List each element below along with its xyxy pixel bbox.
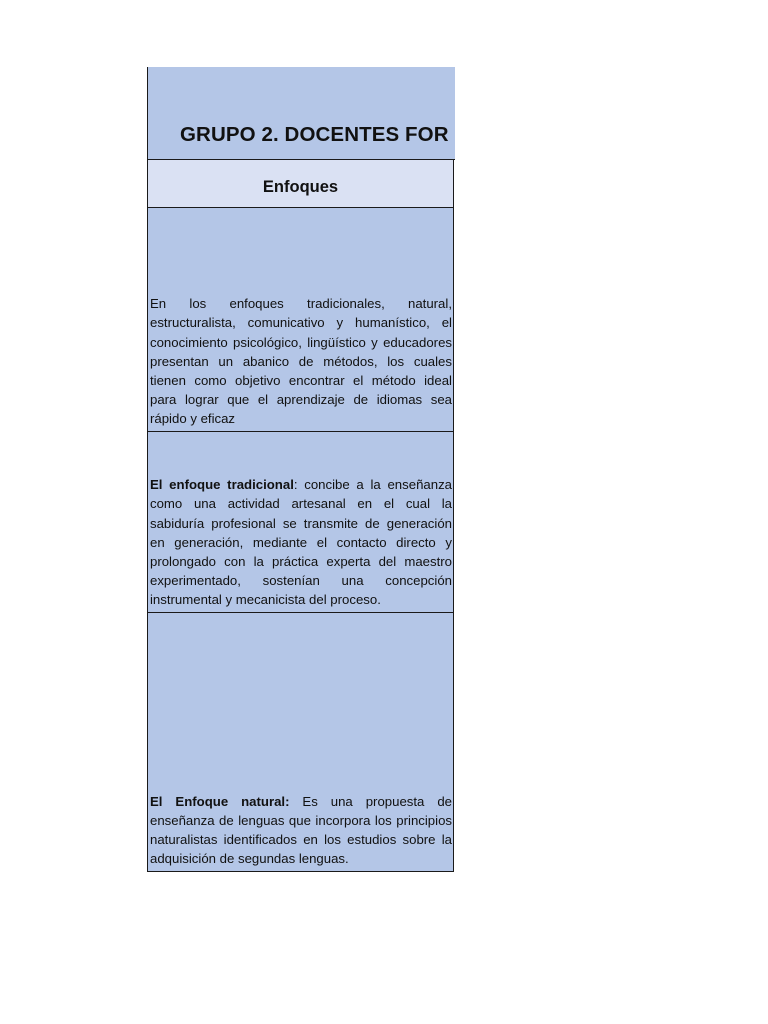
column-header-enfoques: Enfoques — [262, 178, 339, 196]
column-header-cell[interactable] — [147, 160, 454, 208]
group-title: GRUPO 2. DOCENTES FOR — [180, 123, 449, 146]
row-text: En los enfoques tradicionales, natural, estructuralista, comunicativo y humanístico, el conocimiento psicológico, lingüístico y educadores presentan un abanico de métodos, los cuales tienen como objetivo encontrar el método ideal para lograr que el aprendizaje de idiomas sea rápido y eficaz — [150, 296, 452, 426]
title-cell[interactable] — [147, 67, 455, 160]
table-row[interactable] — [147, 432, 454, 613]
table-row[interactable] — [147, 613, 454, 872]
table-row[interactable] — [147, 208, 454, 432]
spreadsheet-column — [147, 67, 454, 872]
row-text: El enfoque tradicional: concibe a la enseñanza como una actividad artesanal en el cual la sabiduría profesional se transmite de generación en generación, mediante el contacto directo y prolongado con la práctica experta del maestro experimentado, sostenían una concepción instrumental y mecanicista del proceso. — [150, 477, 452, 607]
row-heading: El enfoque tradicional — [150, 477, 294, 493]
row-heading: El Enfoque natural: — [150, 793, 290, 809]
row-text: El Enfoque natural: Es una propuesta de enseñanza de lenguas que incorpora los principios naturalistas identificados en los estudios sobre la adquisición de segundas lenguas. — [150, 793, 452, 866]
